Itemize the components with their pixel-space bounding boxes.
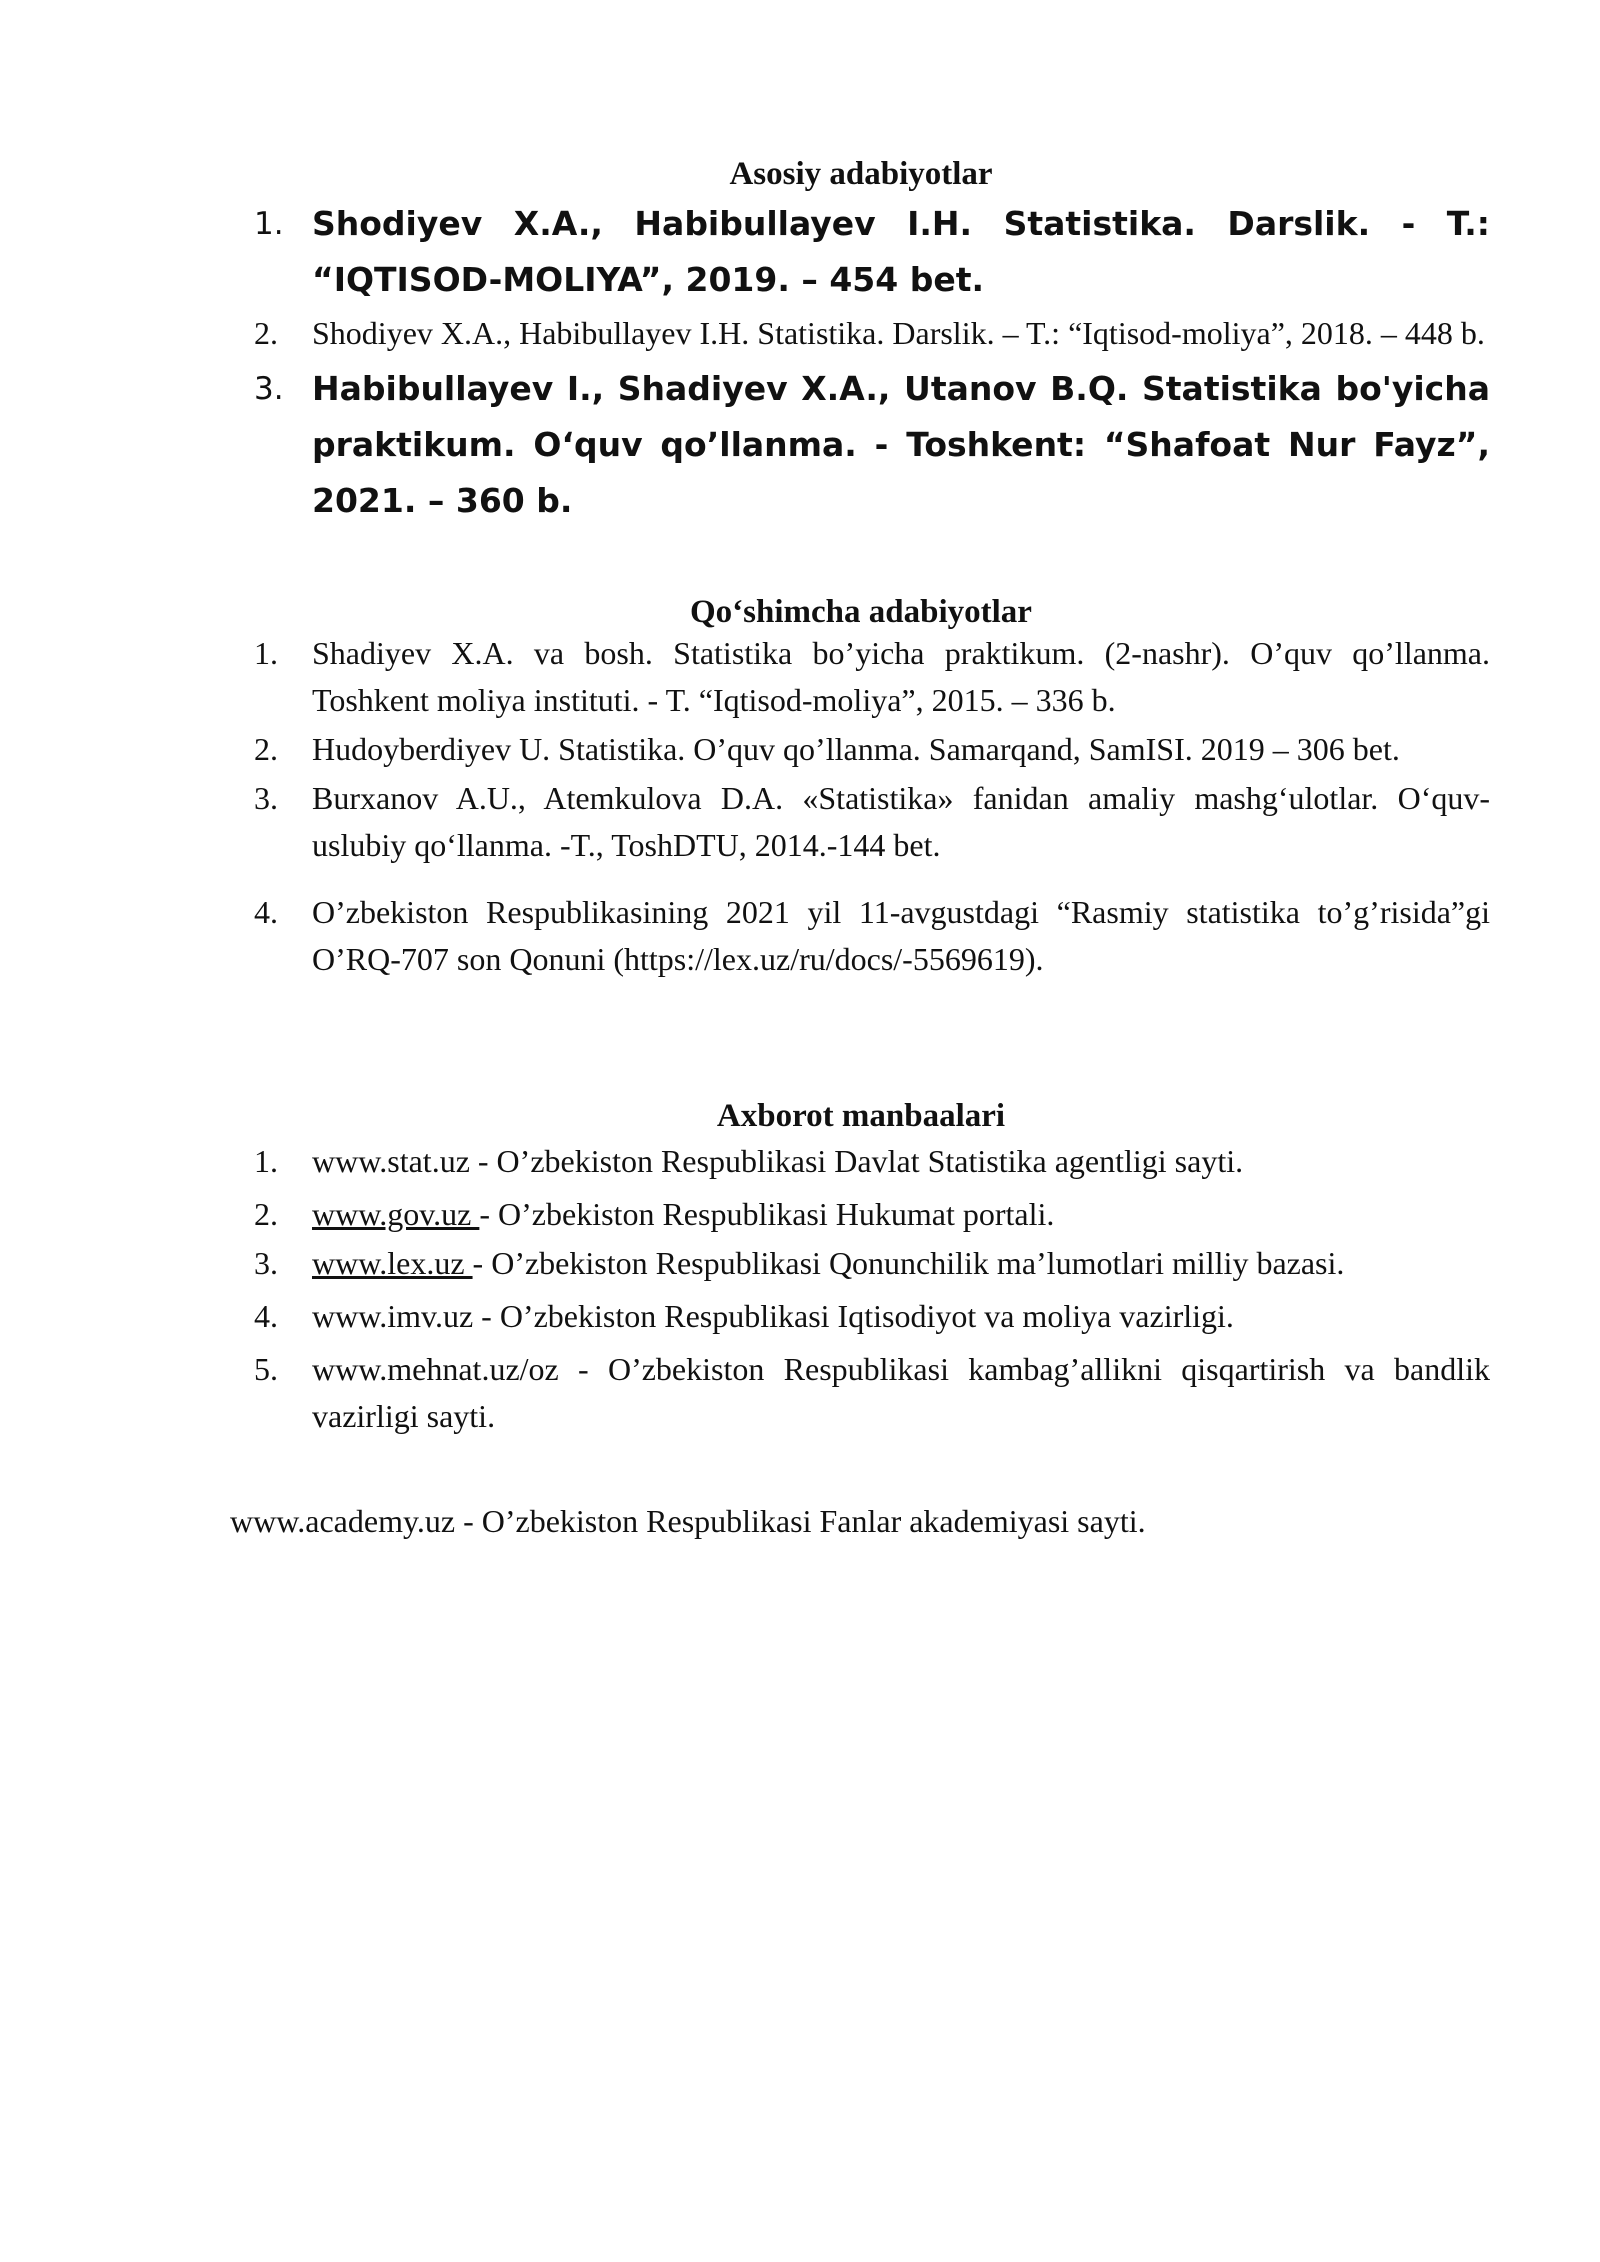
list-item-text: www.imv.uz - O’zbekiston Respublikasi Iqtisodiyot va moliya vazirligi. bbox=[312, 1298, 1234, 1334]
list-item-number: 1. bbox=[254, 1143, 278, 1179]
list-item bbox=[240, 196, 1490, 308]
list-item-text: Shadiyev X.A. va bosh. Statistika bo’yicha praktikum. (2-nashr). O’quv qo’llanma. Toshkent moliya instituti. - T. “Iqtisod-moliya”, 2015. – 336 b. bbox=[312, 635, 1490, 718]
list-item-text: O’zbekiston Respublikasining 2021 yil 11-avgustdagi “Rasmiy statistika to’g’risida”gi O’RQ-707 son Qonuni (https://lex.uz/ru/docs/-5569619). bbox=[312, 894, 1490, 977]
list-item-text: www.mehnat.uz/oz - O’zbekiston Respublikasi kambag’allikni qisqartirish va bandlik vazirligi sayti. bbox=[312, 1351, 1490, 1434]
list-item-text: - O’zbekiston Respublikasi Hukumat portali. bbox=[479, 1196, 1055, 1232]
main-literature-title: Asosiy adabiyotlar bbox=[729, 156, 993, 192]
list-item-text: Habibullayev I., Shadiyev X.A., Utanov B.Q. Statistika bo'yicha praktikum. O‘quv qo’llanma. - Toshkent: “Shafoat Nur Fayz”, 2021. – 360 b. bbox=[312, 369, 1490, 520]
list-item bbox=[240, 1240, 1490, 1287]
additional-literature-list bbox=[240, 630, 1490, 983]
list-item-number: 2. bbox=[254, 315, 278, 351]
lex-uz-link[interactable]: www.lex.uz bbox=[312, 1245, 473, 1281]
list-item-number: 3. bbox=[254, 1245, 278, 1281]
list-item bbox=[240, 1293, 1490, 1340]
main-literature-list bbox=[240, 196, 1490, 529]
list-item bbox=[240, 630, 1490, 724]
list-item-number: 1. bbox=[254, 635, 278, 671]
list-item bbox=[240, 726, 1490, 773]
list-item-number: 1. bbox=[254, 206, 284, 242]
gov-uz-link[interactable]: www.gov.uz bbox=[312, 1196, 480, 1232]
list-item bbox=[240, 361, 1490, 529]
list-item-number: 5. bbox=[254, 1351, 278, 1387]
list-item-text: Burxanov A.U., Atemkulova D.A. «Statistika» fanidan amaliy mashg‘ulotlar. O‘quv-uslubiy qo‘llanma. -T., ToshDTU, 2014.-144 bet. bbox=[312, 780, 1490, 863]
list-item-text: Shodiyev X.A., Habibullayev I.H. Statistika. Darslik. - T.: “IQTISOD-MOLIYA”, 2019. – 454 bet. bbox=[312, 204, 1490, 299]
list-item-number: 4. bbox=[254, 1298, 278, 1334]
list-item-text: - O’zbekiston Respublikasi Qonunchilik ma’lumotlari milliy bazasi. bbox=[472, 1245, 1345, 1281]
list-item bbox=[240, 775, 1490, 869]
list-item bbox=[240, 1346, 1490, 1440]
list-item-number: 3. bbox=[254, 780, 278, 816]
list-item-number: 3. bbox=[254, 371, 284, 407]
info-sources-title: Axborot manbaalari bbox=[716, 1098, 1006, 1134]
info-sources-list bbox=[240, 1138, 1490, 1440]
list-item bbox=[240, 310, 1490, 357]
list-item-number: 4. bbox=[254, 894, 278, 930]
list-item-text: Shodiyev X.A., Habibullayev I.H. Statistika. Darslik. – T.: “Iqtisod-moliya”, 2018. – 448 b. bbox=[312, 315, 1485, 351]
list-item-text: www.stat.uz - O’zbekiston Respublikasi Davlat Statistika agentligi sayti. bbox=[312, 1143, 1244, 1179]
list-item-number: 2. bbox=[254, 731, 278, 767]
list-item bbox=[240, 889, 1490, 983]
list-item bbox=[240, 1138, 1490, 1185]
list-item bbox=[240, 1191, 1490, 1238]
list-item-number: 2. bbox=[254, 1196, 278, 1232]
academy-source-line: www.academy.uz - O’zbekiston Respublikasi Fanlar akademiyasi sayti. bbox=[230, 1503, 1146, 1539]
list-item-text: Hudoyberdiyev U. Statistika. O’quv qo’llanma. Samarqand, SamISI. 2019 – 306 bet. bbox=[312, 731, 1400, 767]
additional-literature-title: Qo‘shimcha adabiyotlar bbox=[690, 594, 1032, 630]
